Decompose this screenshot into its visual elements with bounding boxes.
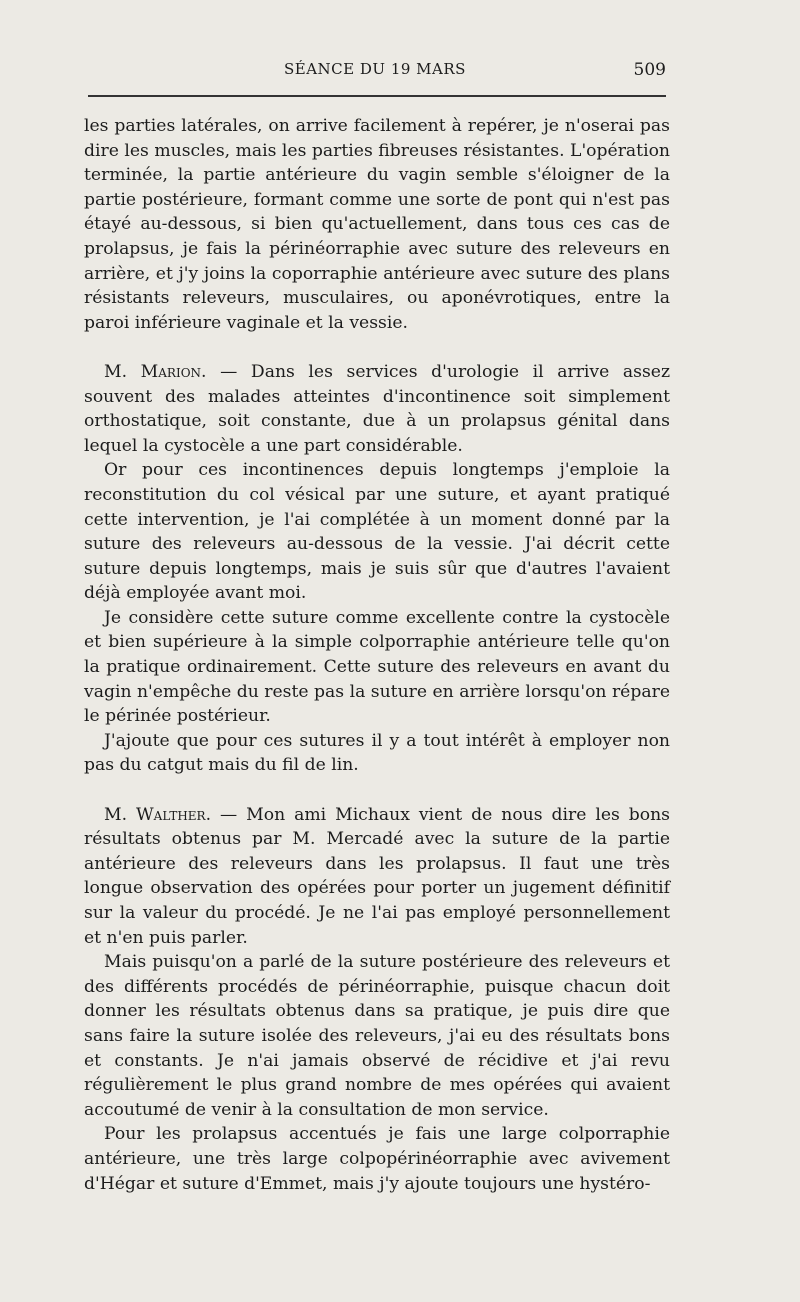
paragraph-marion <box>84 360 670 458</box>
paragraph: J'ajoute que pour ces sutures il y a tout intérêt à employer non pas du catgut mais du fil de lin. <box>84 730 670 776</box>
page-header <box>88 60 666 88</box>
paragraph-walther <box>84 803 670 951</box>
paragraph-continuation: les parties latérales, on arrive facilement à repérer, je n'oserai pas dire les muscles, mais les parties fibreuses résistantes. L'opération terminée, la partie antérieure du vagin semble s'éloigner de la partie postérieure, formant comme une sorte de pont qui n'est pas étayé au-dessous, si bien qu'actuellement, dans tous ces cas de prolapsus, je fais la périnéorraphie avec suture des releveurs en arrière, et j'y joins la coporraphie antérieure avec suture des plans résistants releveurs, musculaires, ou aponévrotiques, entre la paroi inférieure vaginale et la vessie. <box>84 116 670 333</box>
paragraph: Mais puisqu'on a parlé de la suture postérieure des releveurs et des différents procédés de périnéorraphie, puisque chacun doit donner les résultats obtenus dans sa pratique, je puis dire que sans faire la suture isolée des releveurs, j'ai eu des résultats bons et constants. Je n'ai jamais observé de récidive et j'ai revu régulièrement le plus grand nombre de mes opérées qui avaient accoutumé de venir à la consultation de mon service. <box>84 952 670 1120</box>
paragraph-text: — Dans les services d'urologie il arrive assez souvent des malades atteintes d'incontinence soit simplement orthostatique, soit constante, due à un prolapsus génital dans lequel la cystocèle a une part considérable. <box>84 361 670 456</box>
paragraph: Pour les prolapsus accentués je fais une large colporraphie antérieure, une très large colpopérinéorraphie avec avivement d'Hégar et suture d'Emmet, mais j'y ajoute toujours une hystéro- <box>84 1124 670 1194</box>
paragraph-text: — Mon ami Michaux vient de nous dire les bons résultats obtenus par M. Mercadé avec la suture de la partie antérieure des releveurs dans les prolapsus. Il faut une très longue observation des opérées pour porter un jugement définitif sur la valeur du procédé. Je ne l'ai pas employé personnellement et n'en puis parler. <box>84 804 671 948</box>
speaker-walther: M. Walther. <box>104 804 212 825</box>
body-text <box>84 114 670 1196</box>
speaker-marion: M. Marion. <box>104 361 207 382</box>
running-title: SÉANCE DU 19 MARS <box>284 60 466 78</box>
paragraph: Or pour ces incontinences depuis longtemps j'emploie la reconstitution du col vésical par une suture, et ayant pratiqué cette intervention, je l'ai complétée à un moment donné par la suture des releveurs au-dessous de la vessie. J'ai décrit cette suture depuis longtemps, mais je suis sûr que d'autres l'avaient déjà employée avant moi. <box>84 460 670 604</box>
paragraph: Je considère cette suture comme excellente contre la cystocèle et bien supérieure à la simple colporraphie antérieure telle qu'on la pratique ordinairement. Cette suture des releveurs en avant du vagin n'empêche du reste pas la suture en arrière lorsqu'on répare le périnée postérieur. <box>84 607 670 727</box>
page-number: 509 <box>633 60 666 80</box>
header-rule <box>88 95 666 97</box>
